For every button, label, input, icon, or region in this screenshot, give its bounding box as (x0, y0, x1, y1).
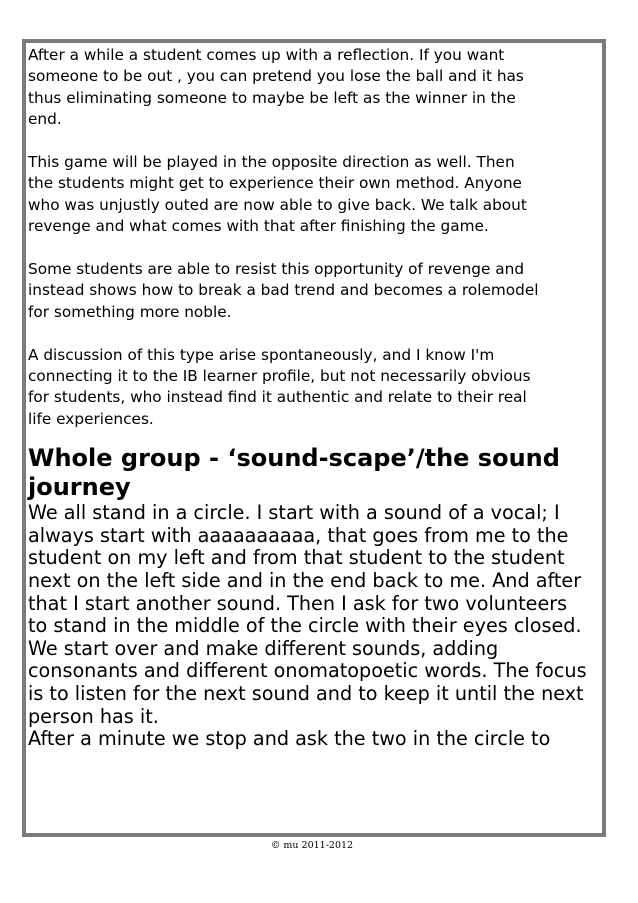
body-line: consonants and different onomatopoetic words. The focus (28, 659, 587, 683)
body-line: that I start another sound. Then I ask for two volunteers (28, 591, 568, 615)
section-heading (28, 444, 604, 502)
paragraph (28, 259, 604, 323)
paragraph-line: end. (28, 110, 62, 129)
paragraph-line: revenge and what comes with that after finishing the game. (28, 217, 489, 236)
paragraph (28, 345, 604, 431)
body-line: next on the left side and in the end back to me. And after (28, 569, 582, 593)
paragraph-line: the students might get to experience their own method. Anyone (28, 174, 522, 193)
paragraph-line: Some students are able to resist this opportunity of revenge and (28, 260, 525, 279)
body-line: student on my left and from that student to the student (28, 546, 565, 570)
paragraph-line: for students, who instead find it authentic and relate to their real (28, 388, 527, 407)
paragraph-line: A discussion of this type arise spontaneously, and I know I'm (28, 345, 495, 364)
paragraph-line: life experiences. (28, 409, 154, 428)
paragraph-line: thus eliminating someone to maybe be left as the winner in the (28, 88, 516, 107)
section-body (28, 502, 604, 751)
paragraph-line: connecting it to the IB learner profile, but not necessarily obvious (28, 367, 531, 386)
paragraph-line: After a while a student comes up with a reflection. If you want (28, 46, 505, 64)
body-line: is to listen for the next sound and to keep it until the next (28, 682, 584, 706)
paragraph-line: someone to be out , you can pretend you lose the ball and it has (28, 67, 524, 86)
body-line: person has it. (28, 704, 159, 728)
paragraph-line: who was unjustly outed are now able to give back. We talk about (28, 195, 527, 214)
body-line: We all stand in a circle. I start with a sound of a vocal; I (28, 501, 560, 525)
document-content (28, 45, 604, 851)
heading-line: journey (28, 473, 131, 502)
body-line: After a minute we stop and ask the two in the circle to (28, 727, 551, 751)
paragraph-line: This game will be played in the opposite direction as well. Then (28, 153, 515, 172)
body-line: We start over and make different sounds, adding (28, 636, 499, 660)
footer-copyright: © mu 2011-2012 (270, 840, 354, 851)
body-line: to stand in the middle of the circle with their eyes closed. (28, 614, 582, 638)
paragraph-line: for something more noble. (28, 302, 232, 321)
body-line: always start with aaaaaaaaaa, that goes from me to the (28, 523, 569, 547)
paragraph (28, 152, 604, 238)
paragraphs (28, 45, 604, 430)
paragraph-line: instead shows how to break a bad trend and becomes a rolemodel (28, 281, 539, 300)
heading-line: Whole group - ‘sound-scape’/the sound (28, 444, 560, 473)
paragraph (28, 45, 604, 131)
